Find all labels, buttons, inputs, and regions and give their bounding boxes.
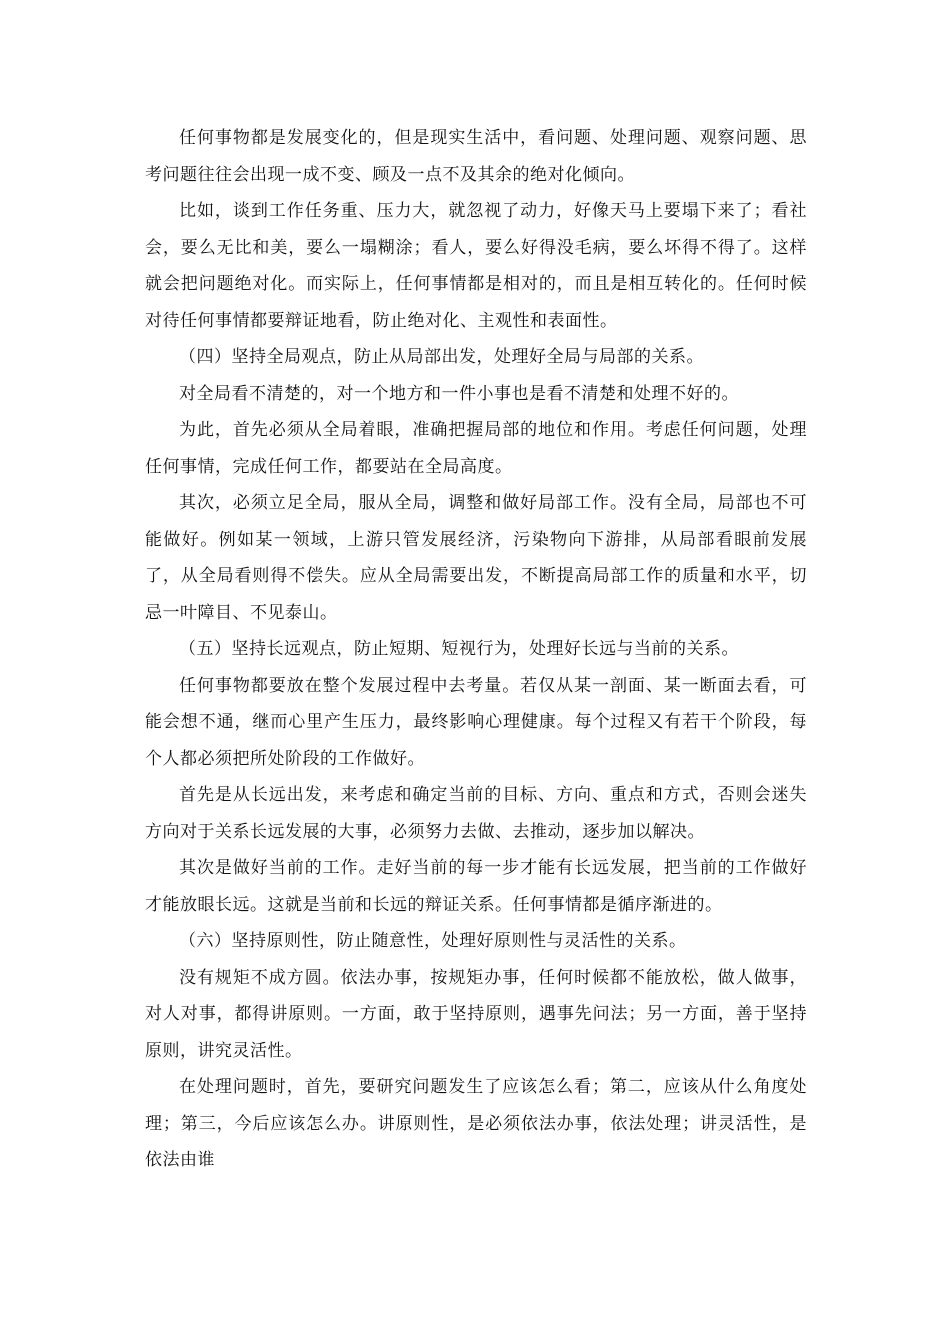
paragraph-10: 在处理问题时，首先，要研究问题发生了应该怎么看；第二，应该从什么角度处理；第三，今后应该怎么办。讲原则性，是必须依法办事，依法处理；讲灵活性，是依法由谁 (145, 1077, 807, 1170)
paragraph-8: 其次是做好当前的工作。走好当前的每一步才能有长远发展，把当前的工作做好才能放眼长远。这就是当前和长远的辩证关系。任何事情都是循序渐进的。 (145, 858, 807, 915)
document-body (145, 120, 807, 1179)
paragraph-3: 对全局看不清楚的，对一个地方和一件小事也是看不清楚和处理不好的。 (179, 383, 739, 404)
paragraph-5: 其次，必须立足全局，服从全局，调整和做好局部工作。没有全局，局部也不可能做好。例如某一领域，上游只管发展经济，污染物向下游排，从局部看眼前发展了，从全局看则得不偿失。应从全局需要出发，不断提高局部工作的质量和水平，切忌一叶障目、不见泰山。 (145, 493, 807, 623)
paragraph-9: 没有规矩不成方圆。依法办事，按规矩办事，任何时候都不能放松，做人做事，对人对事，都得讲原则。一方面，敢于坚持原则，遇事先问法；另一方面，善于坚持原则，讲究灵活性。 (145, 967, 807, 1061)
paragraph-6: 任何事物都要放在整个发展过程中去考量。若仅从某一剖面、某一断面去看，可能会想不通，继而心里产生压力，最终影响心理健康。每个过程又有若干个阶段，每个人都必须把所处阶段的工作做好。 (145, 675, 807, 769)
section-heading-6: （六）坚持原则性，防止随意性，处理好原则性与灵活性的关系。 (179, 931, 687, 951)
paragraph-7: 首先是从长远出发，来考虑和确定当前的目标、方向、重点和方式，否则会迷失方向对于关系长远发展的大事，必须努力去做、去推动，逐步加以解决。 (145, 785, 807, 842)
paragraph-4: 为此，首先必须从全局着眼，准确把握局部的地位和作用。考虑任何问题，处理任何事情，完成任何工作，都要站在全局高度。 (145, 420, 807, 477)
paragraph-1: 任何事物都是发展变化的，但是现实生活中，看问题、处理问题、观察问题、思考问题往往会出现一成不变、顾及一点不及其余的绝对化倾向。 (145, 128, 807, 185)
section-heading-5: （五）坚持长远观点，防止短期、短视行为，处理好长远与当前的关系。 (179, 639, 739, 659)
paragraph-2: 比如，谈到工作任务重、压力大，就忽视了动力，好像天马上要塌下来了；看社会，要么无比和美，要么一塌糊涂；看人，要么好得没毛病，要么坏得不得了。这样就会把问题绝对化。而实际上，任何事情都是相对的，而且是相互转化的。任何时候对待任何事情都要辩证地看，防止绝对化、主观性和表面性。 (145, 201, 807, 331)
section-heading-4: （四）坚持全局观点，防止从局部出发，处理好全局与局部的关系。 (179, 347, 704, 367)
